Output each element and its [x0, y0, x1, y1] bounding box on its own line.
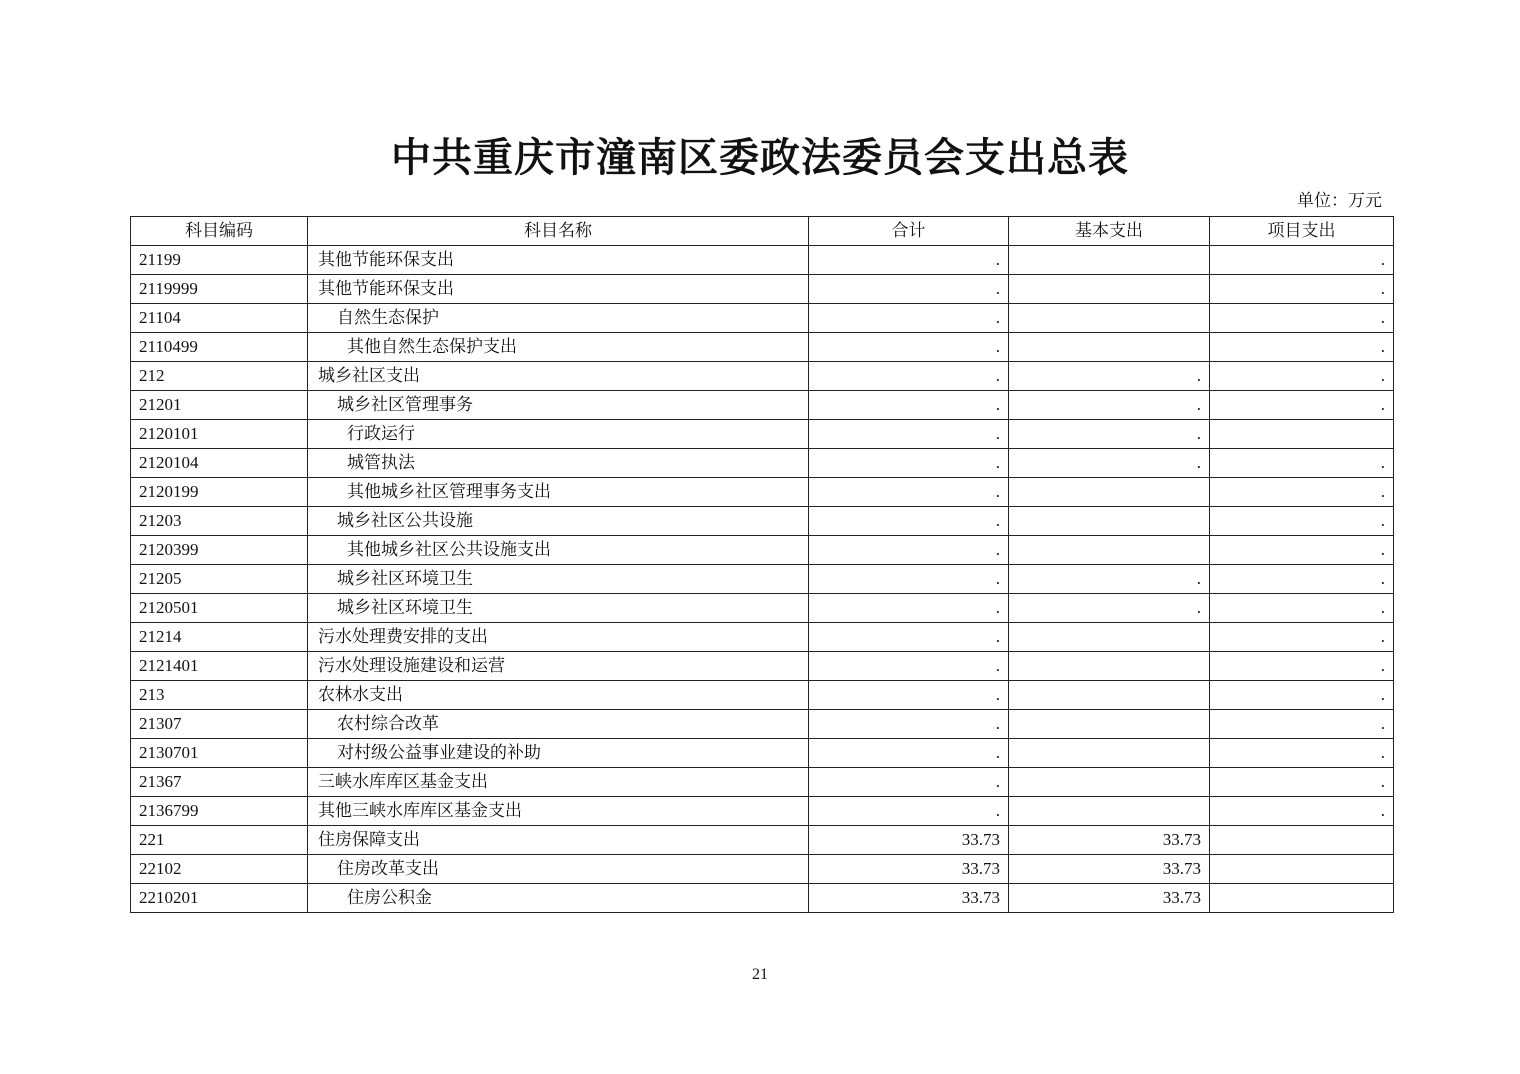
subject-name: 其他城乡社区公共设施支出 — [347, 540, 551, 560]
cell-name — [308, 565, 809, 594]
subject-name: 城乡社区环境卫生 — [337, 569, 473, 589]
table-row — [131, 275, 1394, 304]
cell-name — [308, 739, 809, 768]
cell-total: . — [809, 652, 1009, 681]
cell-name — [308, 623, 809, 652]
page-title: 中共重庆市潼南区委政法委员会支出总表 — [391, 134, 1129, 181]
table-row — [131, 362, 1394, 391]
cell-name — [308, 710, 809, 739]
cell-project: . — [1210, 594, 1394, 623]
cell-basic — [1009, 768, 1210, 797]
table-row — [131, 507, 1394, 536]
cell-code: 22102 — [131, 855, 308, 884]
subject-name: 污水处理费安排的支出 — [318, 627, 488, 647]
subject-name: 城乡社区支出 — [318, 366, 420, 386]
cell-basic: . — [1009, 362, 1210, 391]
cell-project — [1210, 855, 1394, 884]
header-project: 项目支出 — [1210, 217, 1394, 246]
cell-code: 21307 — [131, 710, 308, 739]
cell-total: . — [809, 304, 1009, 333]
cell-total: 33.73 — [809, 884, 1009, 913]
cell-total: . — [809, 478, 1009, 507]
cell-total: . — [809, 275, 1009, 304]
cell-name — [308, 449, 809, 478]
header-name: 科目名称 — [308, 217, 809, 246]
cell-name — [308, 594, 809, 623]
cell-code: 2210201 — [131, 884, 308, 913]
cell-code: 2136799 — [131, 797, 308, 826]
table-row — [131, 594, 1394, 623]
cell-basic — [1009, 681, 1210, 710]
table-header-row — [131, 217, 1394, 246]
table-row — [131, 855, 1394, 884]
table-row — [131, 420, 1394, 449]
cell-total: . — [809, 536, 1009, 565]
cell-name — [308, 884, 809, 913]
cell-name — [308, 333, 809, 362]
subject-name: 其他三峡水库库区基金支出 — [318, 801, 522, 821]
cell-project: . — [1210, 391, 1394, 420]
cell-code: 2120104 — [131, 449, 308, 478]
cell-code: 21367 — [131, 768, 308, 797]
cell-total: . — [809, 739, 1009, 768]
cell-basic — [1009, 739, 1210, 768]
subject-name: 对村级公益事业建设的补助 — [337, 743, 541, 763]
subject-name: 自然生态保护 — [337, 308, 439, 328]
cell-total: . — [809, 565, 1009, 594]
subject-name: 城乡社区环境卫生 — [337, 598, 473, 618]
subject-name: 其他节能环保支出 — [318, 250, 454, 270]
cell-code: 21214 — [131, 623, 308, 652]
cell-basic: . — [1009, 449, 1210, 478]
cell-name — [308, 304, 809, 333]
cell-total: . — [809, 362, 1009, 391]
cell-basic — [1009, 623, 1210, 652]
subject-name: 城管执法 — [347, 453, 415, 473]
cell-code: 21104 — [131, 304, 308, 333]
cell-name — [308, 362, 809, 391]
table-row — [131, 391, 1394, 420]
table-row — [131, 304, 1394, 333]
cell-project — [1210, 826, 1394, 855]
cell-total: . — [809, 246, 1009, 275]
cell-project: . — [1210, 275, 1394, 304]
table-row — [131, 536, 1394, 565]
cell-project: . — [1210, 507, 1394, 536]
cell-code: 2110499 — [131, 333, 308, 362]
cell-project: . — [1210, 681, 1394, 710]
cell-project: . — [1210, 565, 1394, 594]
cell-project — [1210, 420, 1394, 449]
cell-project: . — [1210, 449, 1394, 478]
subject-name: 三峡水库库区基金支出 — [318, 772, 488, 792]
cell-total: . — [809, 768, 1009, 797]
cell-project: . — [1210, 333, 1394, 362]
table-row — [131, 333, 1394, 362]
cell-basic — [1009, 652, 1210, 681]
cell-code: 2120399 — [131, 536, 308, 565]
cell-basic — [1009, 333, 1210, 362]
subject-name: 其他城乡社区管理事务支出 — [347, 482, 551, 502]
cell-basic — [1009, 536, 1210, 565]
cell-project: . — [1210, 652, 1394, 681]
cell-basic — [1009, 478, 1210, 507]
cell-basic — [1009, 507, 1210, 536]
cell-basic — [1009, 304, 1210, 333]
subject-name: 行政运行 — [347, 424, 415, 444]
cell-code: 21201 — [131, 391, 308, 420]
table-row — [131, 884, 1394, 913]
cell-name — [308, 797, 809, 826]
cell-project: . — [1210, 623, 1394, 652]
cell-project: . — [1210, 768, 1394, 797]
table-row — [131, 826, 1394, 855]
cell-name — [308, 391, 809, 420]
subject-name: 住房改革支出 — [337, 859, 439, 879]
cell-name — [308, 507, 809, 536]
cell-name — [308, 652, 809, 681]
cell-name — [308, 855, 809, 884]
cell-code: 2120501 — [131, 594, 308, 623]
subject-name: 其他节能环保支出 — [318, 279, 454, 299]
cell-code: 21203 — [131, 507, 308, 536]
cell-project: . — [1210, 536, 1394, 565]
cell-project — [1210, 884, 1394, 913]
unit-label: 单位：万元 — [1297, 191, 1382, 211]
cell-project: . — [1210, 362, 1394, 391]
table-row — [131, 681, 1394, 710]
cell-name — [308, 478, 809, 507]
table-row — [131, 449, 1394, 478]
cell-code: 212 — [131, 362, 308, 391]
cell-project: . — [1210, 710, 1394, 739]
cell-basic — [1009, 246, 1210, 275]
cell-total: 33.73 — [809, 826, 1009, 855]
cell-project: . — [1210, 246, 1394, 275]
cell-code: 21199 — [131, 246, 308, 275]
subject-name: 其他自然生态保护支出 — [347, 337, 517, 357]
cell-basic: 33.73 — [1009, 826, 1210, 855]
subject-name: 住房保障支出 — [318, 830, 420, 850]
cell-basic: 33.73 — [1009, 855, 1210, 884]
cell-name — [308, 246, 809, 275]
cell-name — [308, 275, 809, 304]
cell-total: 33.73 — [809, 855, 1009, 884]
header-basic: 基本支出 — [1009, 217, 1210, 246]
table-row — [131, 565, 1394, 594]
cell-basic: . — [1009, 420, 1210, 449]
cell-project: . — [1210, 739, 1394, 768]
table-row — [131, 797, 1394, 826]
cell-total: . — [809, 420, 1009, 449]
subject-name: 城乡社区管理事务 — [337, 395, 473, 415]
cell-basic: . — [1009, 594, 1210, 623]
expense-table — [130, 216, 1394, 913]
cell-project: . — [1210, 304, 1394, 333]
cell-code: 2130701 — [131, 739, 308, 768]
table-row — [131, 710, 1394, 739]
cell-name — [308, 681, 809, 710]
subject-name: 城乡社区公共设施 — [337, 511, 473, 531]
cell-total: . — [809, 449, 1009, 478]
cell-basic: 33.73 — [1009, 884, 1210, 913]
cell-basic — [1009, 275, 1210, 304]
cell-total: . — [809, 681, 1009, 710]
cell-project: . — [1210, 797, 1394, 826]
cell-name — [308, 420, 809, 449]
table-row — [131, 652, 1394, 681]
cell-total: . — [809, 391, 1009, 420]
cell-code: 2120199 — [131, 478, 308, 507]
table-body — [131, 246, 1394, 913]
cell-basic: . — [1009, 565, 1210, 594]
subject-name: 农林水支出 — [318, 685, 403, 705]
cell-basic: . — [1009, 391, 1210, 420]
cell-total: . — [809, 594, 1009, 623]
table-row — [131, 246, 1394, 275]
cell-code: 213 — [131, 681, 308, 710]
table-row — [131, 768, 1394, 797]
cell-code: 2120101 — [131, 420, 308, 449]
header-code: 科目编码 — [131, 217, 308, 246]
table-row — [131, 478, 1394, 507]
subject-name: 污水处理设施建设和运营 — [318, 656, 505, 676]
cell-total: . — [809, 333, 1009, 362]
cell-total: . — [809, 710, 1009, 739]
cell-code: 2121401 — [131, 652, 308, 681]
subject-name: 住房公积金 — [347, 888, 432, 908]
cell-name — [308, 768, 809, 797]
table-row — [131, 739, 1394, 768]
cell-total: . — [809, 797, 1009, 826]
page-number: 21 — [752, 966, 768, 983]
table-row — [131, 623, 1394, 652]
cell-project: . — [1210, 478, 1394, 507]
cell-name — [308, 826, 809, 855]
header-total: 合计 — [809, 217, 1009, 246]
cell-code: 21205 — [131, 565, 308, 594]
cell-code: 221 — [131, 826, 308, 855]
subject-name: 农村综合改革 — [337, 714, 439, 734]
cell-total: . — [809, 507, 1009, 536]
cell-basic — [1009, 710, 1210, 739]
cell-total: . — [809, 623, 1009, 652]
cell-code: 2119999 — [131, 275, 308, 304]
cell-basic — [1009, 797, 1210, 826]
cell-name — [308, 536, 809, 565]
